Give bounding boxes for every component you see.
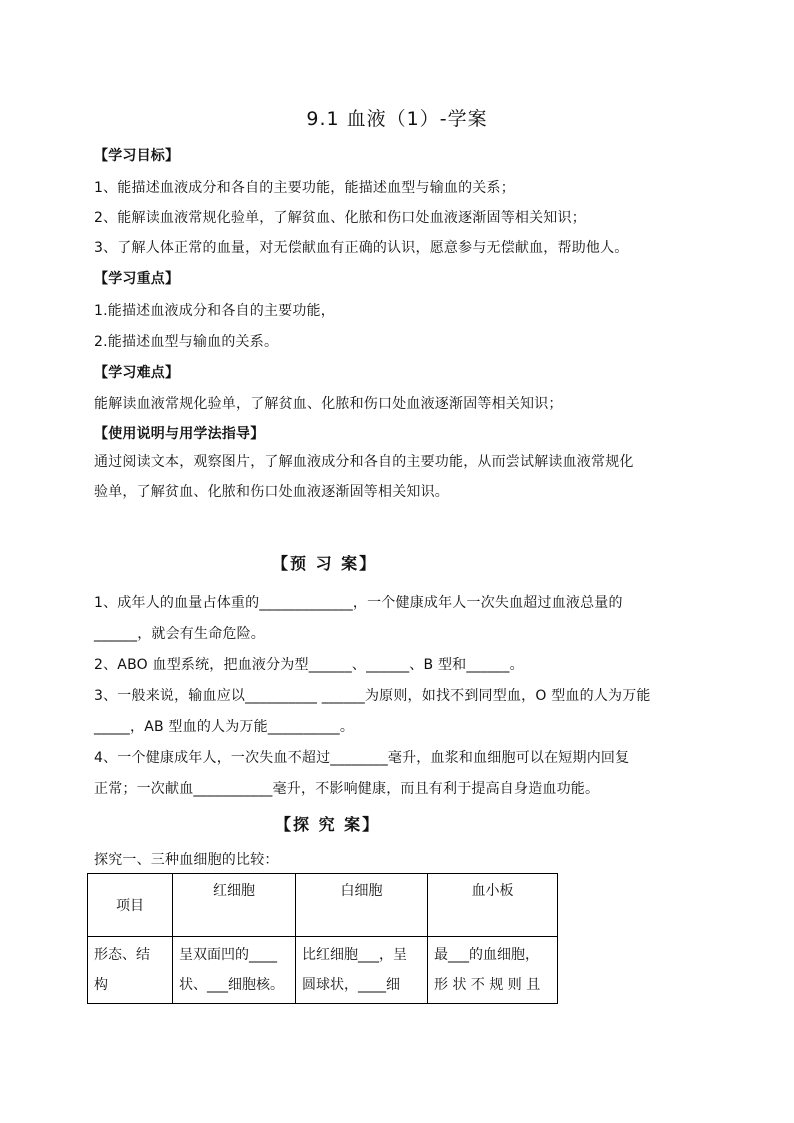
blood-cell-comparison-table	[87, 873, 558, 1004]
preview-line: 4、一个健康成年人，一次失血不超过________毫升，血浆和血细胞可以在短期内回复	[94, 750, 630, 766]
table-cell-line: 形态、结	[94, 947, 150, 963]
preview-line: 1、成年人的血量占体重的_____________，一个健康成年人一次失血超过血液总量的	[94, 595, 623, 611]
guidance-heading: 【使用说明与用学法指导】	[94, 426, 265, 442]
key-points-heading: 【学习重点】	[94, 271, 180, 287]
table-cell	[173, 937, 296, 1004]
objective-item: 1、能描述血液成分和各自的主要功能，能描述血型与输血的关系；	[94, 180, 515, 196]
key-point-item: 2.能描述血型与输血的关系。	[94, 334, 279, 350]
table-cell-line: 比红细胞___，呈	[302, 947, 407, 963]
preview-line: _____，AB 型血的人为万能__________。	[94, 719, 355, 735]
objective-item: 3、了解人体正常的血量，对无偿献血有正确的认识，愿意参与无偿献血，帮助他人。	[94, 240, 629, 256]
table-header-cell: 血小板	[428, 874, 558, 937]
table-header-cell: 项目	[88, 874, 173, 937]
table-cell	[296, 937, 428, 1004]
explore-heading: 【探 究 案】	[275, 815, 381, 834]
guidance-line: 通过阅读文本，观察图片，了解血液成分和各自的主要功能，从而尝试解读血液常规化	[94, 454, 634, 470]
preview-line: 正常；一次献血___________毫升，不影响健康，而且有利于提高自身造血功能。	[94, 781, 600, 797]
table-header-cell: 白细胞	[296, 874, 428, 937]
difficulties-text: 能解读血液常规化验单，了解贫血、化脓和伤口处血液逐渐固等相关知识；	[94, 396, 563, 412]
table-cell-line: 最___的血细胞，	[434, 947, 539, 963]
key-point-item: 1.能描述血液成分和各自的主要功能，	[94, 303, 335, 319]
page-title: 9.1 血液（1）-学案	[306, 108, 488, 130]
table-header-cell: 红细胞	[173, 874, 296, 937]
preview-line: 2、ABO 血型系统，把血液分为型______、______、B 型和______。	[94, 657, 524, 673]
table-row-label	[88, 937, 173, 1004]
preview-heading: 【预 习 案】	[272, 554, 378, 573]
guidance-line: 验单，了解贫血、化脓和伤口处血液逐渐固等相关知识。	[94, 484, 449, 500]
preview-line: ______，就会有生命危险。	[94, 626, 265, 642]
table-cell	[428, 937, 558, 1004]
table-cell-line: 呈双面凹的____	[179, 947, 277, 963]
explore-subheading: 探究一、三种血细胞的比较：	[94, 852, 279, 868]
objective-item: 2、能解读血液常规化验单，了解贫血、化脓和伤口处血液逐渐固等相关知识；	[94, 210, 586, 226]
objectives-heading: 【学习目标】	[94, 148, 180, 164]
table-header-row	[88, 874, 558, 937]
table-cell-line: 形 状 不 规 则 且	[434, 977, 541, 993]
table-cell-line: 状、___细胞核。	[179, 977, 284, 993]
table-row	[88, 937, 558, 1004]
difficulties-heading: 【学习难点】	[94, 365, 180, 381]
table-cell-line: 圆球状，____细	[302, 977, 400, 993]
table-cell-line: 构	[94, 977, 108, 993]
preview-line: 3、一般来说，输血应以__________ ______为原则，如找不到同型血，O 型血的人为万能	[94, 688, 651, 704]
